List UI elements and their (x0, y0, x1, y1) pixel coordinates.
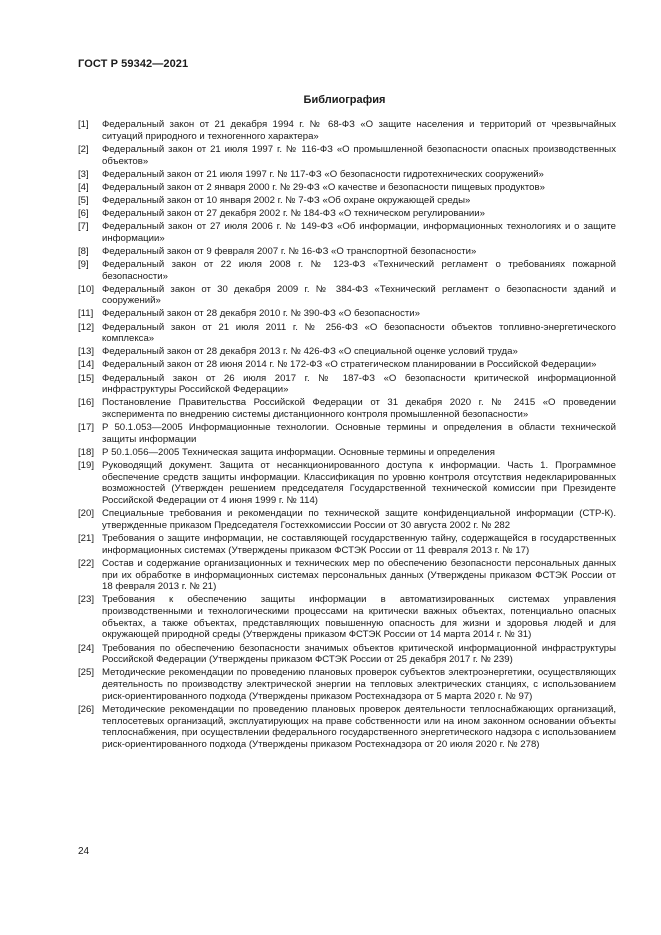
bibliography-entry (78, 308, 616, 320)
entry-number: [4] (78, 181, 89, 193)
bibliography-entry (78, 667, 616, 702)
entry-text: Федеральный закон от 26 июля 2017 г. № 187-ФЗ «О безопасности критической информационной инфраструктуры Российской Федерации» (102, 372, 616, 396)
entry-number: [23] (78, 594, 95, 606)
bibliography-entry (78, 246, 616, 258)
entry-number: [19] (78, 460, 95, 472)
entry-number: [1] (78, 119, 89, 130)
entry-number: [3] (78, 168, 89, 180)
entry-text: Федеральный закон от 2 января 2000 г. № 29-ФЗ «О качестве и безопасности пищевых продуктов» (102, 181, 545, 193)
entry-text: Федеральный закон от 27 июля 2006 г. № 149-ФЗ «Об информации, информационных технологиях и о защите информации» (102, 220, 616, 244)
bibliography-entry (78, 533, 616, 556)
entry-text: Постановление Правительства Российской Федерации от 31 декабря 2020 г. № 2415 «О проведении эксперимента по внедрению системы дистанционного контроля промышленной безопасности» (102, 397, 616, 421)
entry-number: [6] (78, 207, 89, 219)
entry-number: [26] (78, 703, 95, 715)
entry-number: [13] (78, 346, 95, 358)
entry-text: Требования по обеспечению безопасности значимых объектов критической информационной инфраструктуры Российской Федерации (Утверждены приказом ФСТЭК России от 25 декабря 2017 г. № 239) (102, 642, 616, 666)
bibliography-entry (78, 508, 616, 531)
entry-number: [7] (78, 220, 89, 232)
page-number: 24 (78, 846, 90, 857)
entry-number: [15] (78, 372, 95, 384)
bibliography-list (78, 119, 616, 752)
entry-number: [9] (78, 258, 89, 270)
bibliography-entry (78, 359, 616, 371)
entry-text: Федеральный закон от 21 июля 1997 г. № 116-ФЗ «О промышленной безопасности опасных производственных объектов» (102, 143, 616, 167)
bibliography-entry (78, 119, 616, 142)
bibliography-entry (78, 704, 616, 751)
bibliography-entry (78, 558, 616, 593)
entry-number: [17] (78, 422, 95, 434)
entry-text: Состав и содержание организационных и технических мер по обеспечению безопасности персональных данных при их обработке в информационных системах персональных данных (Утверждены приказом ФСТЭК России от 18 февраля 2013 г. № 21) (102, 557, 616, 593)
section-title-wrapper (0, 94, 661, 106)
document-code: ГОСТ Р 59342—2021 (78, 58, 189, 70)
entry-number: [8] (78, 245, 89, 257)
bibliography-entry (78, 195, 616, 207)
entry-number: [12] (78, 321, 95, 333)
entry-number: [25] (78, 667, 95, 679)
bibliography-entry (78, 182, 616, 194)
section-title: Библиография (303, 94, 386, 106)
entry-number: [20] (78, 508, 95, 520)
bibliography-entry (78, 169, 616, 181)
entry-number: [22] (78, 557, 95, 569)
bibliography-entry (78, 422, 616, 445)
entry-text: Федеральный закон от 22 июля 2008 г. № 123-ФЗ «Технический регламент о требованиях пожарной безопасности» (102, 258, 616, 282)
bibliography-entry (78, 397, 616, 420)
entry-text: Федеральный закон от 27 декабря 2002 г. № 184-ФЗ «О техническом регулировании» (102, 207, 485, 219)
entry-text: Требования о защите информации, не составляющей государственную тайну, содержащейся в государственных информационных системах (Утверждены приказом ФСТЭК России от 11 февраля 2013 г. № 17) (102, 533, 616, 556)
entry-text: Методические рекомендации по проведению плановых проверок субъектов электроэнергетики, осуществляющих деятельность по производству электрической энергии на тепловых электрических станциях, с использованием риск-ориентированного подхода (Утверждены приказом Ростехнадзора от 5 марта 2020 г. № 97) (102, 667, 616, 702)
entry-number: [16] (78, 397, 95, 409)
bibliography-entry (78, 643, 616, 666)
entry-text: Федеральный закон от 28 декабря 2010 г. № 390-ФЗ «О безопасности» (102, 308, 420, 320)
bibliography-entry (78, 259, 616, 282)
entry-number: [10] (78, 283, 95, 295)
entry-text: Федеральный закон от 9 февраля 2007 г. № 16-ФЗ «О транспортной безопасности» (102, 245, 477, 257)
entry-text: Федеральный закон от 30 декабря 2009 г. № 384-ФЗ «Технический регламент о безопасности зданий и сооружений» (102, 283, 616, 307)
bibliography-entry (78, 460, 616, 507)
entry-text: Методические рекомендации по проведению плановых проверок деятельности теплоснабжающих организаций, теплосетевых организаций, эксплуатирующих на праве собственности или на ином законном основании объекты теплоснабжения, при осуществлении федерального государственного энергетического надзора с использованием риск-ориентированного подхода (Утверждены приказом Ростехнадзора от 20 июля 2020 г. № 278) (102, 703, 616, 750)
entry-text: Федеральный закон от 21 июля 2011 г. № 256-ФЗ «О безопасности объектов топливно-энергетического комплекса» (102, 321, 616, 345)
bibliography-entry (78, 221, 616, 244)
entry-text: Федеральный закон от 21 июля 1997 г. № 117-ФЗ «О безопасности гидротехнических сооружений» (102, 168, 544, 180)
entry-number: [24] (78, 642, 95, 654)
entry-number: [2] (78, 143, 89, 155)
bibliography-entry (78, 208, 616, 220)
bibliography-entry (78, 284, 616, 307)
entry-text: Руководящий документ. Защита от несанкционированного доступа к информации. Часть 1. Программное обеспечение средств защиты информации. Классификация по уровню контроля отсутствия недекларированных возможностей (Утвержден решением председателя Государственной технической комиссии при Президенте Российской Федерации от 4 июня 1999 г. № 114) (102, 460, 616, 507)
entry-text: Федеральный закон от 10 января 2002 г. № 7-ФЗ «Об охране окружающей среды» (102, 194, 471, 206)
bibliography-entry (78, 373, 616, 396)
entry-text: Специальные требования и рекомендации по технической защите конфиденциальной информации (СТР-К). утвержденные приказом Председателя Гостехкомиссии России от 30 августа 2002 г. № 282 (102, 508, 616, 531)
entry-text: Федеральный закон от 21 декабря 1994 г. № 68-ФЗ «О защите населения и территорий от чрезвычайных ситуаций природного и техногенного характера» (102, 119, 616, 142)
entry-text: Р 50.1.053—2005 Информационные технологии. Основные термины и определения в области технической защиты информации (102, 422, 616, 445)
entry-number: [18] (78, 446, 95, 458)
entry-number: [11] (78, 308, 94, 320)
entry-number: [5] (78, 194, 89, 206)
entry-text: Федеральный закон от 28 июня 2014 г. № 172-ФЗ «О стратегическом планировании в Российской Федерации» (102, 359, 597, 371)
entry-text: Р 50.1.056—2005 Техническая защита информации. Основные термины и определения (102, 446, 495, 458)
bibliography-entry (78, 144, 616, 167)
entry-text: Требования к обеспечению защиты информации в автоматизированных системах управления производственными и технологическими процессами на критически важных объектах, потенциально опасных объектах, а также объектах, представляющих повышенную опасность для жизни и здоровья людей и для окружающей природной среды (Утверждены приказом ФСТЭК России от 14 марта 2014 г. № 31) (102, 594, 616, 641)
bibliography-entry (78, 346, 616, 358)
entry-text: Федеральный закон от 28 декабря 2013 г. № 426-ФЗ «О специальной оценке условий труда» (102, 346, 518, 358)
entry-number: [21] (78, 533, 95, 545)
bibliography-entry (78, 594, 616, 641)
entry-number: [14] (78, 359, 95, 371)
bibliography-entry (78, 322, 616, 345)
bibliography-entry (78, 447, 616, 459)
